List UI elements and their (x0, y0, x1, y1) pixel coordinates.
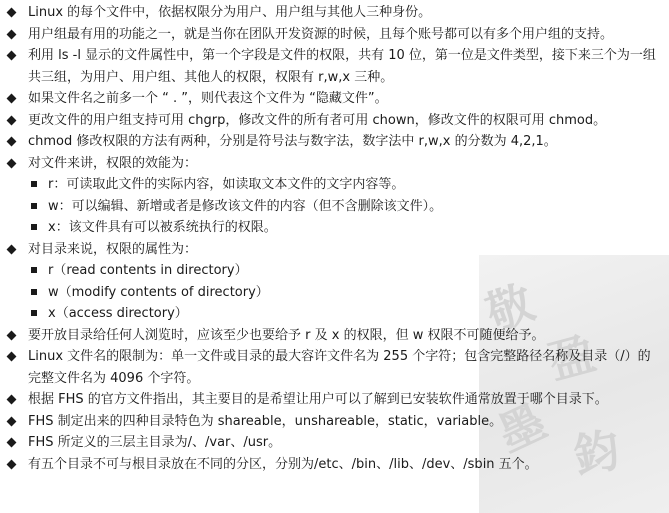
list-item: Linux 文件名的限制为：单一文件或目录的最大容许文件名为 255 个字符；包含完整路径名称及目录（/）的完整文件名为 4096 个字符。 (0, 346, 669, 389)
sub-list-item: x：该文件具有可以被系统执行的权限。 (0, 217, 669, 239)
sub-list-item: x（access directory） (0, 303, 669, 325)
list-item: 更改文件的用户组支持可用 chgrp，修改文件的所有者可用 chown，修改文件的权限可用 chmod。 (0, 110, 669, 132)
list-item: 要开放目录给任何人浏览时，应该至少也要给予 r 及 x 的权限，但 w 权限不可随便给予。 (0, 325, 669, 347)
sub-list-item: w：可以编辑、新增或者是修改该文件的内容（但不含删除该文件）。 (0, 196, 669, 218)
list-item: 用户组最有用的功能之一，就是当你在团队开发资源的时候，且每个账号都可以有多个用户组的支持。 (0, 24, 669, 46)
list-item: 根据 FHS 的官方文件指出，其主要目的是希望让用户可以了解到已安装软件通常放置于哪个目录下。 (0, 389, 669, 411)
list-item: 对目录来说，权限的属性为： (0, 239, 669, 261)
sub-list-item: w（modify contents of directory） (0, 282, 669, 304)
list-item: 对文件来讲，权限的效能为： (0, 153, 669, 175)
list-item: chmod 修改权限的方法有两种，分别是符号法与数字法，数字法中 r,w,x 的分数为 4,2,1。 (0, 131, 669, 153)
seal-watermark: 敬 盈 墨 鈞 (479, 255, 669, 513)
list-item: Linux 的每个文件中，依据权限分为用户、用户组与其他人三种身份。 (0, 2, 669, 24)
summary-list (0, 2, 669, 475)
list-item: 利用 ls -l 显示的文件属性中，第一个字段是文件的权限，共有 10 位，第一位是文件类型，接下来三个为一组共三组，为用户、用户组、其他人的权限，权限有 r,w,x 三种。 (0, 45, 669, 88)
list-item: 如果文件名之前多一个 “ . ”，则代表这个文件为 “隐藏文件”。 (0, 88, 669, 110)
sub-list-item: r：可读取此文件的实际内容，如读取文本文件的文字内容等。 (0, 174, 669, 196)
list-item: FHS 制定出来的四种目录特色为 shareable，unshareable，static，variable。 (0, 411, 669, 433)
list-item: FHS 所定义的三层主目录为/、/var、/usr。 (0, 432, 669, 454)
list-item: 有五个目录不可与根目录放在不同的分区，分别为/etc、/bin、/lib、/dev、/sbin 五个。 (0, 454, 669, 476)
sub-list-item: r（read contents in directory） (0, 260, 669, 282)
